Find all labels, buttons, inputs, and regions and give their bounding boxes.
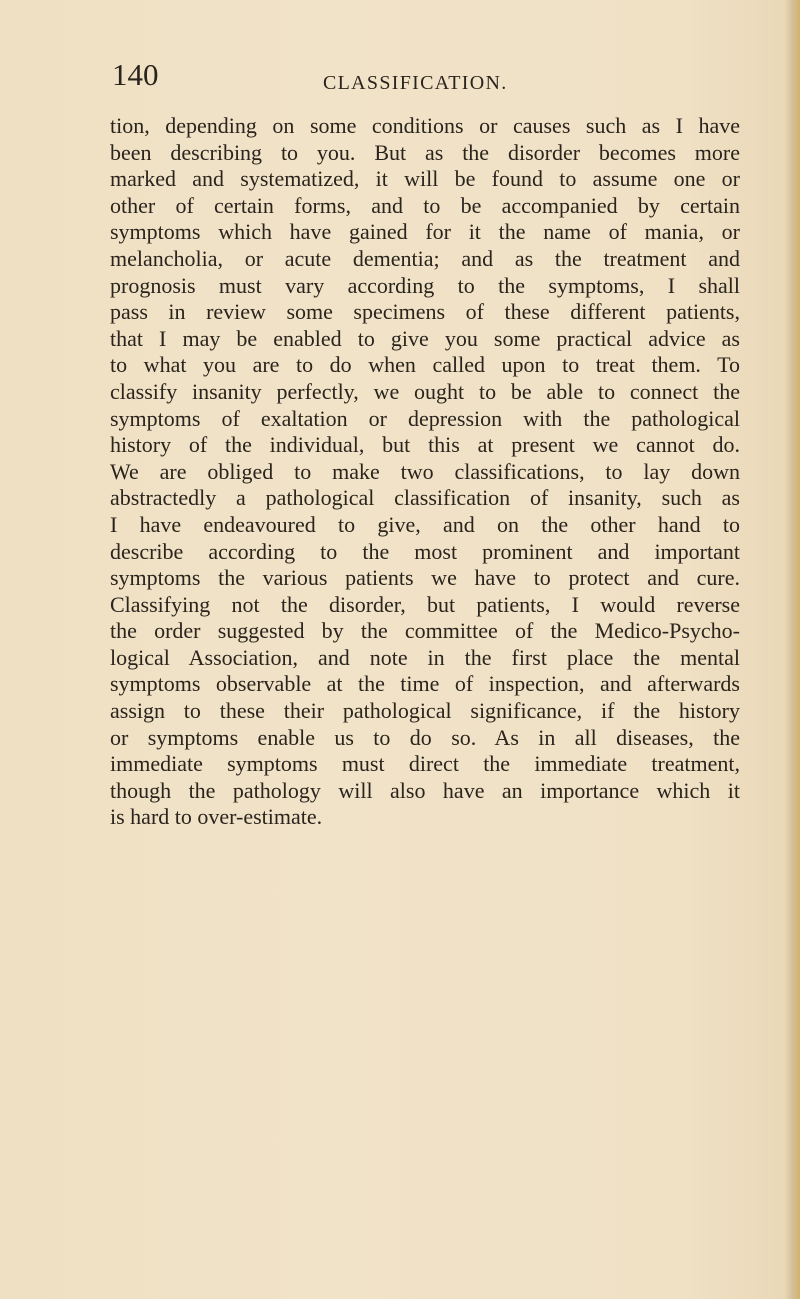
text-line: symptoms the various patients we have to protect and cure. (110, 565, 740, 591)
text-line: We are obliged to make two classifications, to lay down (110, 458, 740, 484)
text-line: marked and systematized, it will be found to assume one or (110, 166, 740, 192)
text-line: symptoms of exaltation or depression with the pathological (110, 405, 740, 431)
page-header (0, 58, 800, 98)
text-line: the order suggested by the committee of the Medico-Psycho- (110, 618, 740, 644)
text-line: tion, depending on some conditions or causes such as I have (110, 113, 740, 138)
text-line: pass in review some specimens of these different patients, (110, 299, 740, 325)
body-paragraph (110, 113, 740, 831)
text-line: assign to these their pathological significance, if the history (110, 698, 740, 724)
text-line: symptoms observable at the time of inspection, and afterwards (110, 671, 740, 697)
text-line: symptoms which have gained for it the name of mania, or (110, 219, 740, 245)
text-line-last: is hard to over-estimate. (110, 804, 323, 830)
running-head: CLASSIFICATION. (323, 72, 508, 94)
text-line: abstractedly a pathological classification of insanity, such as (110, 485, 740, 511)
text-line: to what you are to do when called upon to treat them. To (110, 352, 740, 378)
text-line: logical Association, and note in the first place the mental (110, 644, 740, 670)
text-line: or symptoms enable us to do so. As in all diseases, the (110, 724, 740, 750)
page-number: 140 (112, 57, 159, 92)
text-line: been describing to you. But as the disorder becomes more (110, 139, 740, 165)
text-line: though the pathology will also have an importance which it (110, 777, 740, 803)
text-line: describe according to the most prominent and important (110, 538, 740, 564)
text-line: Classifying not the disorder, but patients, I would reverse (110, 591, 740, 617)
text-line: other of certain forms, and to be accompanied by certain (110, 192, 740, 218)
text-line: prognosis must vary according to the symptoms, I shall (110, 272, 740, 298)
text-line: classify insanity perfectly, we ought to be able to connect the (110, 378, 740, 404)
text-line: I have endeavoured to give, and on the other hand to (110, 511, 740, 537)
text-line: that I may be enabled to give you some practical advice as (110, 325, 740, 351)
text-line: history of the individual, but this at present we cannot do. (110, 432, 740, 458)
page-edge-shadow (784, 0, 800, 1299)
text-line: melancholia, or acute dementia; and as the treatment and (110, 245, 740, 271)
text-line: immediate symptoms must direct the immediate treatment, (110, 751, 740, 777)
